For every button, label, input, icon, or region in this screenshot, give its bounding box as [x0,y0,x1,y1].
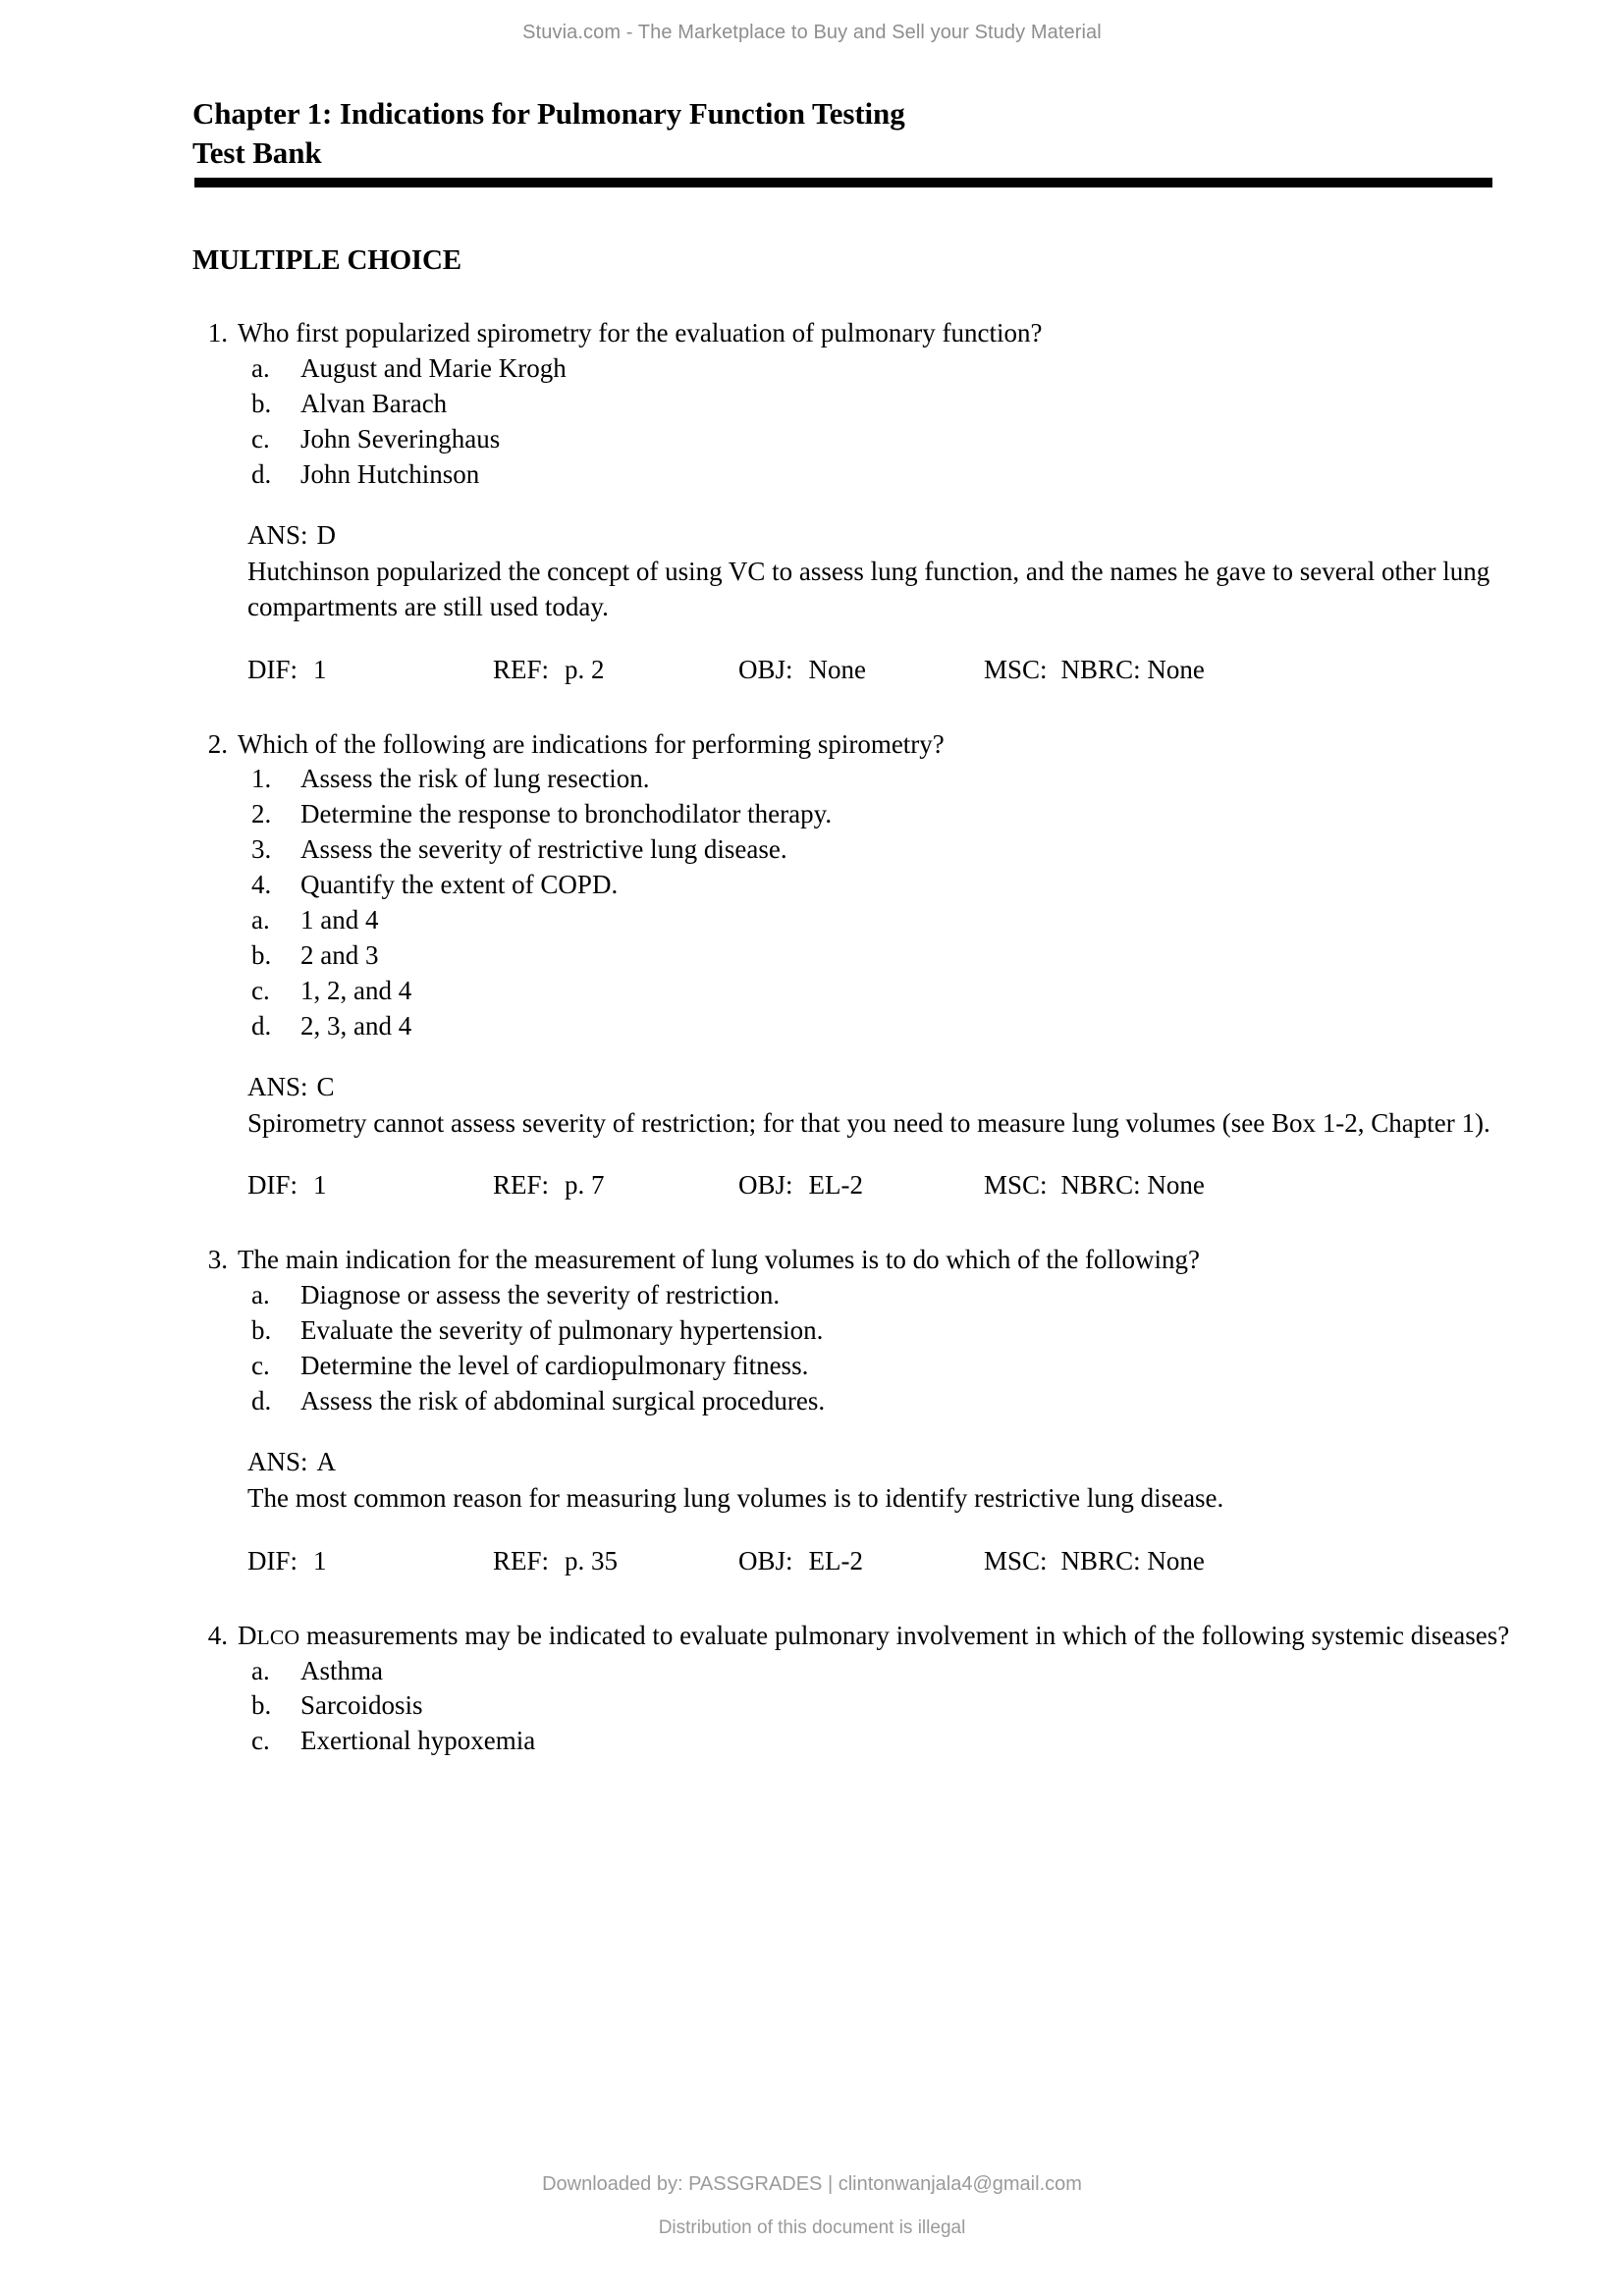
dlco-abbrev-cap: D [238,1620,257,1650]
answer-rationale: Spirometry cannot assess severity of restriction; for that you need to measure lung volumes (see Box 1-2, Chapter 1). [247,1107,1490,1138]
option-item[interactable] [247,1688,1528,1724]
header-divider-rule [194,178,1492,187]
document-title [192,94,1528,172]
answer-value: C [316,1071,335,1101]
test-bank-subtitle-line: Test Bank [192,134,322,170]
option-list [192,762,1528,1043]
question-number: 4. [207,1620,228,1650]
option-list [192,1278,1528,1419]
question-block [192,1619,1528,1760]
option-label: b. [251,1315,272,1346]
question-stem-row [192,1619,1528,1654]
option-item[interactable] [247,1384,1528,1419]
option-item[interactable] [247,1654,1528,1689]
question-text: The main indication for the measurement of lung volumes is to do which of the following? [238,1245,1201,1275]
question-metadata-row [192,1544,1528,1579]
metadata-dif-label: DIF: [247,1545,298,1575]
question-text: Which of the following are indications for performing spirometry? [238,728,945,759]
option-item[interactable] [247,797,1528,832]
metadata-dif [247,1168,493,1203]
answer-value: A [316,1446,337,1476]
answer-label: ANS: [247,519,308,550]
option-label: a. [251,1655,270,1685]
option-text: Asthma [300,1655,383,1685]
question-block [192,316,1528,687]
metadata-ref [493,1544,738,1579]
option-label: 3. [251,834,272,865]
option-item[interactable] [247,1349,1528,1384]
option-label: c. [251,975,270,1005]
metadata-ref-label: REF: [493,654,550,684]
metadata-dif-label: DIF: [247,1170,298,1201]
metadata-msc-value: NBRC: None [1060,654,1205,684]
option-list [192,351,1528,493]
metadata-obj-value: EL-2 [808,1545,864,1575]
option-item[interactable] [247,762,1528,797]
option-item[interactable] [247,938,1528,974]
stuvia-watermark-header: Stuvia.com - The Marketplace to Buy and Sell your Study Material [522,22,1102,43]
option-label: d. [251,1386,272,1415]
chapter-title-line: Chapter 1: Indications for Pulmonary Function Testing [192,96,905,131]
option-text: Determine the level of cardiopulmonary fitness. [300,1351,809,1381]
answer-label: ANS: [247,1446,308,1476]
question-text: Who first popularized spirometry for the evaluation of pulmonary function? [238,318,1043,348]
metadata-ref-value: p. 35 [565,1545,619,1575]
dlco-abbrev-smallcaps: LCO [256,1625,300,1649]
option-item[interactable] [247,974,1528,1009]
answer-line [247,1070,1528,1105]
option-text: Exertional hypoxemia [300,1726,536,1756]
metadata-dif-value: 1 [313,654,327,684]
option-label: a. [251,353,270,384]
option-text: Sarcoidosis [300,1690,423,1721]
option-item[interactable] [247,351,1528,387]
option-label: d. [251,458,272,489]
metadata-msc-label: MSC: [984,1545,1048,1575]
option-label: a. [251,1280,270,1310]
option-item[interactable] [247,1009,1528,1044]
metadata-obj-value: EL-2 [808,1170,864,1201]
option-item[interactable] [247,457,1528,493]
question-metadata-row [192,653,1528,688]
option-text: Determine the response to bronchodilator therapy. [300,799,833,829]
option-text: Diagnose or assess the severity of restriction. [300,1280,781,1310]
option-label: 4. [251,870,272,900]
metadata-msc [984,1544,1308,1579]
option-text: Assess the severity of restrictive lung disease. [300,834,787,865]
option-label: c. [251,1726,270,1756]
metadata-msc [984,653,1308,688]
question-stem-row [192,1243,1528,1278]
metadata-dif [247,653,493,688]
metadata-ref [493,1168,738,1203]
option-label: a. [251,905,270,935]
question-metadata-row [192,1168,1528,1203]
option-label: b. [251,939,272,970]
metadata-ref-label: REF: [493,1545,550,1575]
metadata-ref [493,653,738,688]
section-heading-multiple-choice: MULTIPLE CHOICE [192,244,461,277]
option-text: John Hutchinson [300,458,480,489]
option-item[interactable] [247,903,1528,938]
option-label: 1. [251,764,272,794]
answer-block [192,518,1528,625]
answer-block [192,1070,1528,1142]
metadata-ref-value: p. 2 [565,654,605,684]
question-number: 3. [207,1245,228,1275]
metadata-ref-value: p. 7 [565,1170,605,1201]
question-block [192,727,1528,1204]
option-text: Assess the risk of abdominal surgical procedures. [300,1386,826,1415]
question-text [238,1619,1528,1654]
option-label: c. [251,424,270,454]
metadata-obj-label: OBJ: [738,1545,793,1575]
option-text: Evaluate the severity of pulmonary hypertension. [300,1315,824,1346]
option-label: d. [251,1010,272,1041]
metadata-msc-value: NBRC: None [1060,1545,1205,1575]
question-text-body: measurements may be indicated to evaluate pulmonary involvement in which of the following systemic diseases? [299,1620,1510,1650]
question-stem-row [192,727,1528,763]
option-text: 2, 3, and 4 [300,1010,412,1041]
answer-label: ANS: [247,1071,308,1101]
answer-rationale: Hutchinson popularized the concept of using VC to assess lung function, and the names he gave to several other lung compartments are still used today. [247,556,1490,621]
option-item[interactable] [247,868,1528,903]
footer-distribution-notice: Distribution of this document is illegal [658,2217,966,2238]
question-number: 2. [207,728,228,759]
option-item[interactable] [247,387,1528,422]
answer-line [247,1445,1528,1480]
answer-rationale: The most common reason for measuring lung volumes is to identify restrictive lung disease. [247,1482,1224,1513]
metadata-msc [984,1168,1308,1203]
document-footer [0,2173,1624,2239]
answer-line [247,518,1528,554]
option-item[interactable] [247,1278,1528,1313]
option-item[interactable] [247,1724,1528,1759]
option-label: b. [251,389,272,419]
metadata-msc-label: MSC: [984,654,1048,684]
option-text: 1 and 4 [300,905,379,935]
metadata-obj-value: None [808,654,867,684]
option-label: c. [251,1351,270,1381]
question-stem-row [192,316,1528,351]
document-body [192,94,1528,1759]
option-text: John Severinghaus [300,424,501,454]
option-label: b. [251,1690,272,1721]
metadata-dif [247,1544,493,1579]
metadata-obj-label: OBJ: [738,654,793,684]
metadata-ref-label: REF: [493,1170,550,1201]
option-item[interactable] [247,1313,1528,1349]
option-text: Alvan Barach [300,389,448,419]
option-item[interactable] [247,832,1528,868]
option-label: 2. [251,799,272,829]
option-text: Quantify the extent of COPD. [300,870,619,900]
metadata-obj [738,1168,984,1203]
metadata-obj [738,653,984,688]
metadata-dif-value: 1 [313,1545,327,1575]
metadata-obj-label: OBJ: [738,1170,793,1201]
question-block [192,1243,1528,1578]
metadata-msc-label: MSC: [984,1170,1048,1201]
option-text: August and Marie Krogh [300,353,567,384]
metadata-obj [738,1544,984,1579]
metadata-dif-value: 1 [313,1170,327,1201]
answer-value: D [316,519,337,550]
metadata-msc-value: NBRC: None [1060,1170,1205,1201]
option-item[interactable] [247,422,1528,457]
question-number: 1. [207,318,228,348]
option-list [192,1654,1528,1760]
option-text: 2 and 3 [300,939,379,970]
answer-block [192,1445,1528,1517]
metadata-dif-label: DIF: [247,654,298,684]
option-text: Assess the risk of lung resection. [300,764,650,794]
option-text: 1, 2, and 4 [300,975,412,1005]
footer-downloaded-by: Downloaded by: PASSGRADES | clintonwanjala4@gmail.com [542,2173,1082,2195]
